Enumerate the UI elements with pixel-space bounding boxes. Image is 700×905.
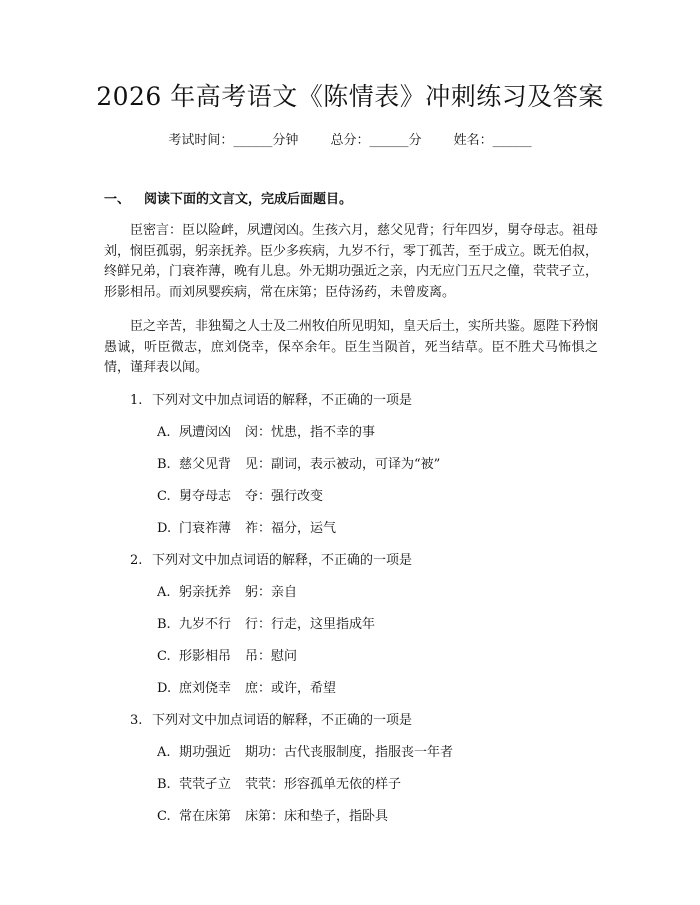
option-letter: B. bbox=[157, 617, 171, 632]
question-stem bbox=[130, 391, 412, 411]
option-letter: D. bbox=[157, 521, 172, 536]
answer-option bbox=[157, 423, 375, 443]
time-unit: 分钟 bbox=[272, 133, 299, 148]
name-blank: ______ bbox=[492, 133, 532, 148]
option-letter: B. bbox=[157, 457, 171, 472]
option-explanation: 床第：床和垫子，指卧具 bbox=[245, 809, 389, 824]
option-explanation: 见：副词，表示被动，可译为“被” bbox=[245, 457, 441, 472]
option-term: 躬亲抚养 bbox=[179, 585, 232, 600]
question-stem bbox=[130, 551, 412, 571]
option-letter: A. bbox=[157, 585, 171, 600]
score-unit: 分 bbox=[408, 133, 422, 148]
passage-paragraph: 臣之辛苦，非独蜀之人士及二州牧伯所见明知，皇天后土，实所共鉴。愿陛下矜悯愚诚，听臣微志，庶刘侥幸，保卒余年。臣生当陨首，死当结草。臣不胜犬马怖惧之情，谨拜表以闻。 bbox=[104, 319, 599, 375]
option-explanation: 行：行走，这里指成年 bbox=[245, 617, 376, 632]
option-term: 茕茕孑立 bbox=[179, 777, 232, 792]
score-blank: ______ bbox=[369, 133, 409, 148]
option-term: 常在床第 bbox=[179, 809, 232, 824]
exam-meta-line bbox=[0, 131, 700, 151]
question-text: 下列对文中加点词语的解释，不正确的一项是 bbox=[152, 393, 413, 408]
option-explanation: 庶：或许，希望 bbox=[245, 681, 337, 696]
answer-option bbox=[157, 583, 297, 603]
option-term: 九岁不行 bbox=[179, 617, 232, 632]
option-term: 舅夺母志 bbox=[179, 489, 232, 504]
option-term: 慈父见背 bbox=[179, 457, 232, 472]
option-term: 门衰祚薄 bbox=[179, 521, 232, 536]
answer-option bbox=[157, 615, 375, 635]
option-letter: A. bbox=[157, 425, 171, 440]
option-explanation: 躬：亲自 bbox=[245, 585, 298, 600]
question-number: 3. bbox=[130, 713, 143, 728]
option-letter: A. bbox=[157, 745, 171, 760]
answer-option bbox=[157, 455, 440, 475]
name-label: 姓名： bbox=[453, 133, 493, 148]
time-label: 考试时间： bbox=[168, 133, 234, 148]
answer-option bbox=[157, 679, 336, 699]
section-number: 一、 bbox=[104, 192, 131, 207]
option-term: 夙遭闵凶 bbox=[179, 425, 232, 440]
option-term: 期功强近 bbox=[179, 745, 232, 760]
student-name bbox=[454, 131, 532, 151]
question-stem bbox=[130, 711, 412, 731]
option-letter: C. bbox=[157, 489, 171, 504]
section-heading bbox=[104, 190, 352, 210]
option-explanation: 祚：福分，运气 bbox=[245, 521, 337, 536]
answer-option bbox=[157, 775, 401, 795]
option-term: 庶刘侥幸 bbox=[179, 681, 232, 696]
question-number: 2. bbox=[130, 553, 143, 568]
option-letter: D. bbox=[157, 681, 172, 696]
question-number: 1. bbox=[130, 393, 143, 408]
time-blank: ______ bbox=[233, 133, 273, 148]
option-explanation: 茕茕：形容孤单无依的样子 bbox=[245, 777, 402, 792]
section-instruction: 阅读下面的文言文，完成后面题目。 bbox=[144, 192, 353, 207]
option-explanation: 期功：古代丧服制度，指服丧一年者 bbox=[245, 745, 454, 760]
answer-option bbox=[157, 743, 453, 763]
option-explanation: 夺：强行改变 bbox=[245, 489, 324, 504]
option-letter: C. bbox=[157, 809, 171, 824]
option-term: 形影相吊 bbox=[179, 649, 232, 664]
answer-option bbox=[157, 647, 297, 667]
passage-paragraph: 臣密言：臣以险衅，夙遭闵凶。生孩六月，慈父见背；行年四岁，舅夺母志。祖母刘，悯臣孤弱，躬亲抚养。臣少多疾病，九岁不行，零丁孤苦，至于成立。既无伯叔，终鲜兄弟，门衰祚薄，晚有儿息。外无期功强近之亲，内无应门五尺之僮，茕茕孑立，形影相吊。而刘夙婴疾病，常在床第；臣侍汤药，未曾废离。 bbox=[104, 223, 599, 300]
score-label: 总分： bbox=[330, 133, 370, 148]
answer-option bbox=[157, 807, 388, 827]
question-text: 下列对文中加点词语的解释，不正确的一项是 bbox=[152, 713, 413, 728]
answer-option bbox=[157, 519, 336, 539]
question-text: 下列对文中加点词语的解释，不正确的一项是 bbox=[152, 553, 413, 568]
option-explanation: 吊：慰问 bbox=[245, 649, 298, 664]
total-score bbox=[330, 131, 421, 151]
exam-time bbox=[168, 131, 298, 151]
option-letter: C. bbox=[157, 649, 171, 664]
page-title: 2026 年高考语文《陈情表》冲刺练习及答案 bbox=[96, 82, 604, 111]
answer-option bbox=[157, 487, 323, 507]
option-letter: B. bbox=[157, 777, 171, 792]
option-explanation: 闵：忧患，指不幸的事 bbox=[245, 425, 376, 440]
